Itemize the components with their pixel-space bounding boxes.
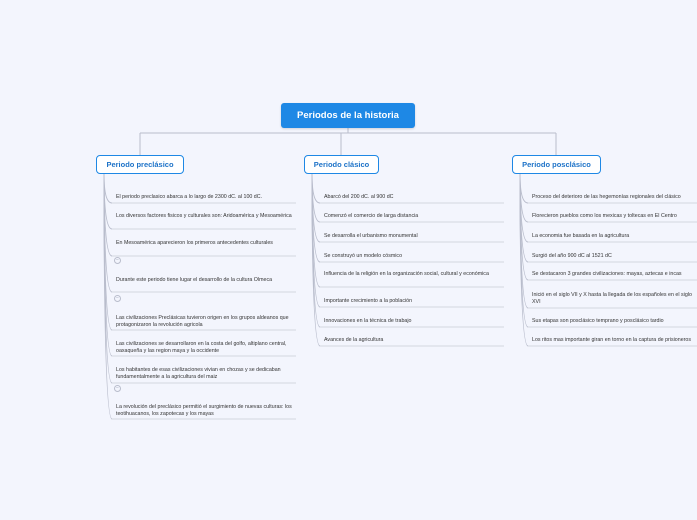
leaf-posclasico-6[interactable]: Inició en el siglo VII y X hasta la llegada de los españoles en el siglo XVI xyxy=(532,292,692,305)
leaf-clasico-7[interactable]: Innovaciones en la técnica de trabajo xyxy=(324,318,412,324)
leaf-posclasico-3[interactable]: La economia fue basada en la agricultura xyxy=(532,233,630,239)
leaf-posclasico-2[interactable]: Florecieron pueblos como los mexicas y toltecas en El Centro xyxy=(532,213,677,219)
leaf-preclasico-4[interactable]: Durante este periodo tiene lugar el desarrollo de la cultura Olmeca xyxy=(116,277,273,283)
leaf-clasico-8[interactable]: Avances de la agricultura xyxy=(324,337,384,343)
leaf-preclasico-6[interactable]: Las civilizaciones se desarrollaron en la costa del golfo, altiplano central, oaxaqueña y las region maya y la occidente xyxy=(116,341,287,354)
leaf-clasico-6[interactable]: Importante crecimiento a la población xyxy=(324,298,413,304)
leaf-posclasico-5[interactable]: Se destacaron 3 grandes civilizaciones: mayas, aztecas e incas xyxy=(532,271,682,277)
leaf-posclasico-1[interactable]: Proceso del deterioro de las hegemonías regionales del clásico xyxy=(532,194,681,200)
branch-clasico[interactable]: Periodo clásico xyxy=(304,155,379,174)
leaf-clasico-3[interactable]: Se desarrolla el urbanismo monumental xyxy=(324,233,418,239)
collapse-toggle-icon[interactable]: − xyxy=(114,295,121,302)
collapse-toggle-icon[interactable]: − xyxy=(114,257,121,264)
branch-posclasico[interactable]: Periodo posclásico xyxy=(512,155,601,174)
leaf-clasico-2[interactable]: Comenzó el comercio de larga distancia xyxy=(324,213,419,219)
leaf-preclasico-2[interactable]: Los diversos factores fisicos y culturales son: Aridoamérica y Mesoamérica xyxy=(116,213,292,219)
root-topic[interactable]: Periodos de la historia xyxy=(281,103,415,128)
leaf-preclasico-5[interactable]: Las civilizaciones Preclásicas tuvieron origen en los grupos aldeanos que protagonizaron la revolución agricola xyxy=(116,315,289,328)
collapse-toggle-icon[interactable]: − xyxy=(114,385,121,392)
leaf-clasico-1[interactable]: Abarcó del 200 dC. al 900 dC xyxy=(324,194,394,200)
leaf-preclasico-8[interactable]: La revolución del preclásico permitió el surgimiento de nuevas culturas: los teotihuacanos, los zapotecas y los mayas xyxy=(116,404,292,417)
leaf-preclasico-3[interactable]: En Mesoamérica aparecieron los primeros antecedentes culturales xyxy=(116,240,273,246)
leaf-posclasico-4[interactable]: Surgió del año 900 dC al 1521 dC xyxy=(532,253,612,259)
leaf-preclasico-7[interactable]: Los habitantes de esas civilizaciones vivian en chozas y se dedicaban fundamentalmente a la agricultura del maiz xyxy=(116,367,281,380)
leaf-posclasico-7[interactable]: Sus etapas son posclásico temprano y posclásico tardio xyxy=(532,318,664,324)
leaf-clasico-5[interactable]: Influencia de la religión en la organización social, cultural y económica xyxy=(324,271,489,277)
leaf-clasico-4[interactable]: Se construyó un modelo cósmico xyxy=(324,253,403,259)
leaf-preclasico-1[interactable]: El periodo preclasico abarca a lo largo de 2300 dC. al 100 dC. xyxy=(116,194,263,200)
leaf-posclasico-8[interactable]: Los ritos mas importante giran en torno en la captura de prisioneros xyxy=(532,337,691,343)
leaf-connector xyxy=(104,174,112,203)
branch-preclasico[interactable]: Periodo preclásico xyxy=(96,155,184,174)
